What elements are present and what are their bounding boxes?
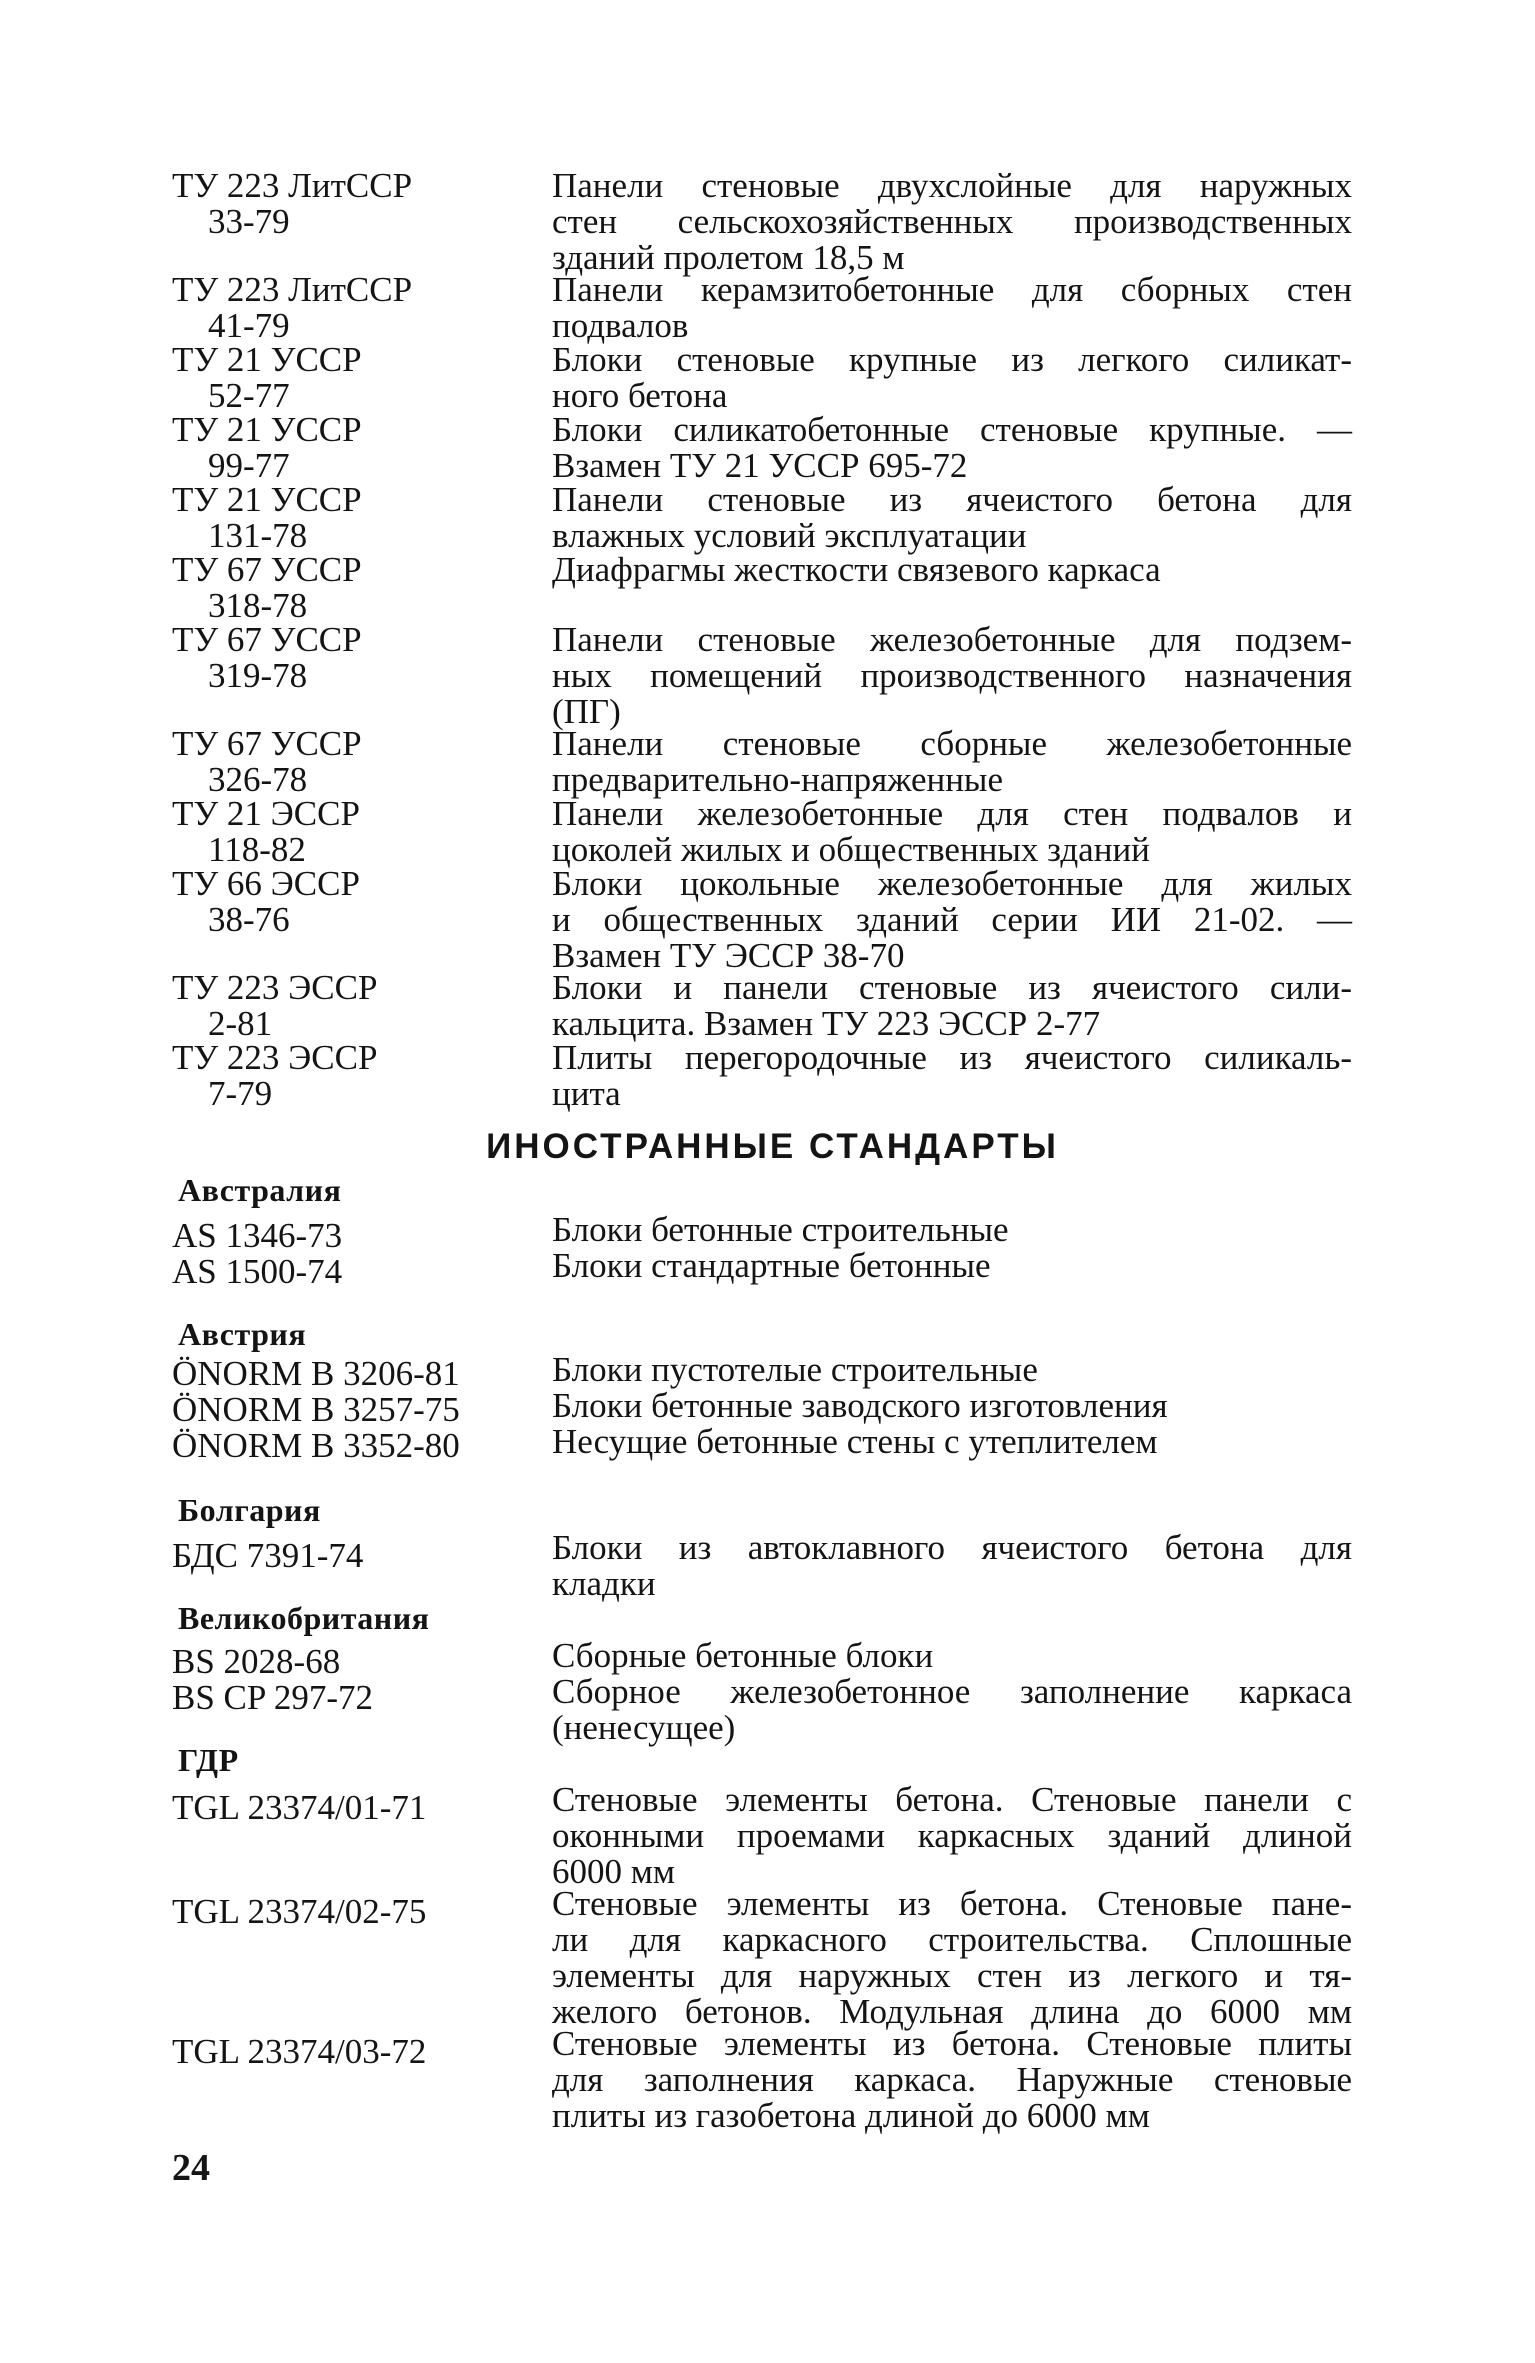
standard-code: ТУ 223 ЛитССР 41-79 xyxy=(172,270,413,345)
section-title: ИНОСТРАННЫЕ СТАНДАРТЫ xyxy=(486,1127,1059,1166)
country-heading: Великобритания xyxy=(178,1600,430,1636)
standard-description: Сборное железобетонное заполнение каркаса (ненесущее) xyxy=(552,1672,1352,1747)
standard-description: Блоки и панели стеновые из ячеистого сили- кальцита. Взамен ТУ 223 ЭССР 2-77 xyxy=(552,968,1352,1043)
standard-code: ТУ 223 ЛитССР 33-79 xyxy=(172,166,413,241)
standard-description: Стеновые элементы бетона. Стеновые панели с оконными проемами каркасных зданий длиной 6000 мм xyxy=(552,1780,1352,1891)
standard-code: ТУ 67 УССР 318-78 xyxy=(172,550,362,625)
standard-code: ÖNORM B 3352-80 xyxy=(172,1426,460,1465)
standard-description: Несущие бетонные стены с утеплителем xyxy=(552,1422,1158,1461)
standard-description: Панели стеновые сборные железобетонные предварительно-напряженные xyxy=(552,724,1352,799)
standard-description: Стеновые элементы из бетона. Стеновые пане- ли для каркасного строительства. Сплошные элементы для наружных стен из легкого и тя- желого бетонов. Модульная длина до 6000 мм xyxy=(552,1884,1352,2031)
standard-code: ТУ 21 УССР 52-77 xyxy=(172,340,362,415)
standard-code: ТУ 21 УССР 99-77 xyxy=(172,410,362,485)
standard-description: Блоки силикатобетонные стеновые крупные. — Взамен ТУ 21 УССР 695-72 xyxy=(552,410,1352,485)
standard-code: BS 2028-68 xyxy=(172,1642,341,1681)
standard-description: Блоки стеновые крупные из легкого силикат- ного бетона xyxy=(552,340,1352,415)
standard-code: ТУ 223 ЭССР 7-79 xyxy=(172,1038,378,1113)
standard-description: Панели стеновые железобетонные для подзем- ных помещений производственного назначения (ПГ) xyxy=(552,620,1352,731)
standard-code: ТУ 67 УССР 326-78 xyxy=(172,724,362,799)
standard-code: ТУ 21 УССР 131-78 xyxy=(172,480,362,555)
standard-code: BS CP 297-72 xyxy=(172,1678,373,1717)
standard-code: AS 1346-73 xyxy=(172,1216,343,1255)
standard-code: ТУ 21 ЭССР 118-82 xyxy=(172,794,360,869)
standard-description: Панели керамзитобетонные для сборных стен подвалов xyxy=(552,270,1352,345)
standard-code: TGL 23374/02-75 xyxy=(172,1892,427,1931)
standard-description: Блоки бетонные заводского изготовления xyxy=(552,1386,1168,1425)
standard-code: БДС 7391-74 xyxy=(172,1536,364,1575)
standard-description: Блоки цокольные железобетонные для жилых и общественных зданий серии ИИ 21-02. — Взамен ТУ ЭССР 38-70 xyxy=(552,864,1352,975)
standard-description: Плиты перегородочные из ячеистого силикаль- цита xyxy=(552,1038,1352,1113)
standard-description: Панели стеновые двухслойные для наружных стен сельскохозяйственных производственных зданий пролетом 18,5 м xyxy=(552,166,1352,277)
standard-description: Блоки бетонные строительные xyxy=(552,1210,1009,1249)
standard-code: ТУ 223 ЭССР 2-81 xyxy=(172,968,378,1043)
standard-description: Блоки из автоклавного ячеистого бетона для кладки xyxy=(552,1528,1352,1603)
standard-description: Диафрагмы жесткости связевого каркаса xyxy=(552,550,1161,589)
standard-code: TGL 23374/01-71 xyxy=(172,1788,427,1827)
standard-code: AS 1500-74 xyxy=(172,1252,343,1291)
standard-description: Стеновые элементы из бетона. Стеновые плиты для заполнения каркаса. Наружные стеновые плиты из газобетона длиной до 6000 мм xyxy=(552,2024,1352,2135)
page-number: 24 xyxy=(172,2147,210,2189)
country-heading: Австрия xyxy=(178,1316,307,1352)
country-heading: Болгария xyxy=(178,1492,321,1528)
standard-description: Блоки стандартные бетонные xyxy=(552,1246,991,1285)
standard-description: Панели железобетонные для стен подвалов и цоколей жилых и общественных зданий xyxy=(552,794,1352,869)
standard-code: TGL 23374/03-72 xyxy=(172,2032,427,2071)
country-heading: ГДР xyxy=(178,1742,239,1778)
country-heading: Австралия xyxy=(178,1172,342,1208)
standard-code: ТУ 66 ЭССР 38-76 xyxy=(172,864,360,939)
standard-code: ÖNORM B 3206-81 xyxy=(172,1354,460,1393)
standard-description: Сборные бетонные блоки xyxy=(552,1636,934,1675)
standard-description: Блоки пустотелые строительные xyxy=(552,1350,1038,1389)
standard-code: ТУ 67 УССР 319-78 xyxy=(172,620,362,695)
standard-description: Панели стеновые из ячеистого бетона для влажных условий эксплуатации xyxy=(552,480,1352,555)
standard-code: ÖNORM B 3257-75 xyxy=(172,1390,460,1429)
